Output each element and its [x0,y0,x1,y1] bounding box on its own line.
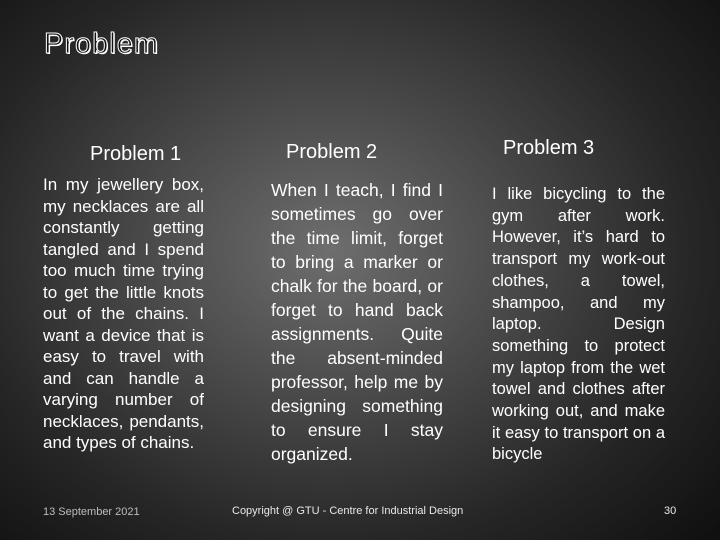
footer-copyright: Copyright @ GTU - Centre for Industrial Design [232,505,464,517]
slide-number: 30 [664,505,677,517]
problem-1-heading: Problem 1 [90,143,182,165]
problem-1-text: In my jewellery box, my necklaces are all constantly getting tangled and I spend too much time trying to get the little knots out of the chains. I want a device that is easy to travel with and can handle a varying number of necklaces, pendants, and types of chains. [43,175,204,452]
problem-2-text: When I teach, I find I sometimes go over the time limit, forget to bring a marker or chalk for the board, or forget to hand back assignments. Quite the absent-minded professor, help me by designing something to ensure I stay organized. [271,180,443,464]
problem-3-text: I like bicycling to the gym after work. However, it’s hard to transport my work-out clothes, a towel, shampoo, and my laptop. Design something to protect my laptop from the wet towel and clothes after working out, and make it easy to transport on a bicycle [492,185,665,464]
problem-2-heading: Problem 2 [286,141,378,163]
slide-title: Problem [44,28,159,60]
problem-3-heading: Problem 3 [503,137,595,159]
footer-date: 13 September 2021 [43,506,140,518]
